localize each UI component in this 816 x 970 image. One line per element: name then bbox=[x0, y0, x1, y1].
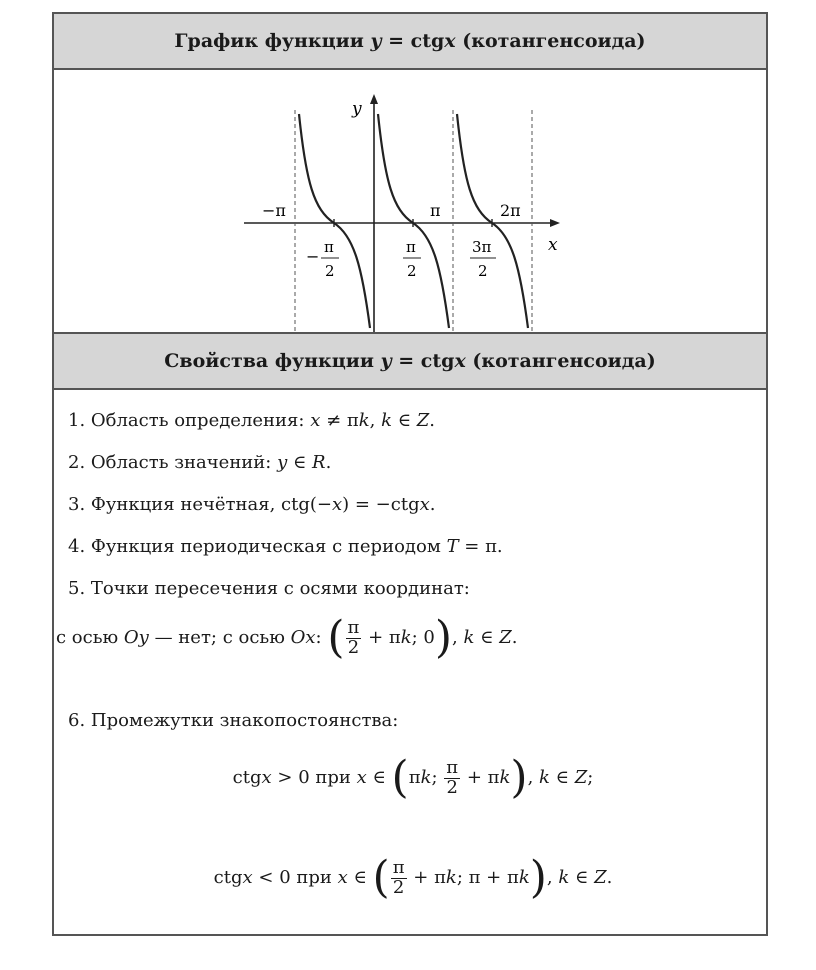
tick-label-neg-pi: −π bbox=[262, 201, 286, 220]
header-eq: = ctg bbox=[391, 350, 455, 372]
header-x: x bbox=[444, 30, 456, 52]
fraction: $\frac{\pi}{2}$ bbox=[347, 616, 360, 658]
tick-label-minus: − bbox=[306, 247, 320, 266]
property-sign-intervals: 6. Промежутки знакопостоянства: bbox=[68, 710, 399, 731]
property-range: 2. Область значений: y ∈ R. bbox=[68, 452, 332, 473]
fraction: $\frac{\pi}{2}$ bbox=[392, 856, 405, 898]
tick-label-frac-num: π bbox=[406, 238, 416, 256]
property-intersections: 5. Точки пересечения с осями координат: bbox=[68, 578, 470, 599]
properties-section-header bbox=[54, 332, 766, 390]
cotangent-graph bbox=[244, 92, 574, 337]
sign-negative: ctgx < 0 при x ∈ ( $\frac{\pi}{2}$ + πk; π + πk), k ∈ Z. bbox=[213, 852, 613, 903]
header-text: Свойства функции bbox=[164, 350, 381, 372]
tick-label-frac-den: 2 bbox=[478, 262, 488, 280]
graph-section-header bbox=[54, 12, 766, 70]
y-axis-label: y bbox=[352, 99, 362, 119]
header-var: y bbox=[370, 30, 382, 52]
property-period: 4. Функция периодическая с периодом T = π. bbox=[68, 536, 503, 557]
tick-label-frac-num: 3π bbox=[472, 238, 492, 256]
property-domain: 1. Область определения: x ≠ πk, k ∈ Z. bbox=[68, 410, 436, 431]
header-eq: = ctg bbox=[381, 30, 445, 52]
tick-label-2pi: 2π bbox=[500, 201, 521, 220]
header-suffix: (котангенсоида) bbox=[465, 350, 656, 372]
y-axis-arrow bbox=[370, 94, 378, 104]
property-intersections-detail: с осью Oy — нет; с осью Ox: ( $\frac{\pi}{2}$ + πk; 0), k ∈ Z. bbox=[56, 612, 518, 663]
header-suffix: (котангенсоида) bbox=[455, 30, 646, 52]
fraction: $\frac{\pi}{2}$ bbox=[446, 756, 459, 798]
tick-label-pi: π bbox=[430, 201, 441, 220]
x-axis-arrow bbox=[550, 219, 560, 227]
header-x: x bbox=[454, 350, 466, 372]
tick-label-frac-den: 2 bbox=[325, 262, 335, 280]
tick-label-frac-den: 2 bbox=[407, 262, 417, 280]
header-text: График функции bbox=[174, 30, 371, 52]
sign-positive: ctgx > 0 при x ∈ (πk; $\frac{\pi}{2}$ + πk), k ∈ Z; bbox=[232, 752, 594, 803]
table-frame bbox=[52, 12, 768, 936]
tick-label-frac-num: π bbox=[324, 238, 334, 256]
header-var: y bbox=[380, 350, 392, 372]
x-axis-label: x bbox=[548, 235, 558, 255]
property-odd: 3. Функция нечётная, ctg(−x) = −ctgx. bbox=[68, 494, 436, 515]
